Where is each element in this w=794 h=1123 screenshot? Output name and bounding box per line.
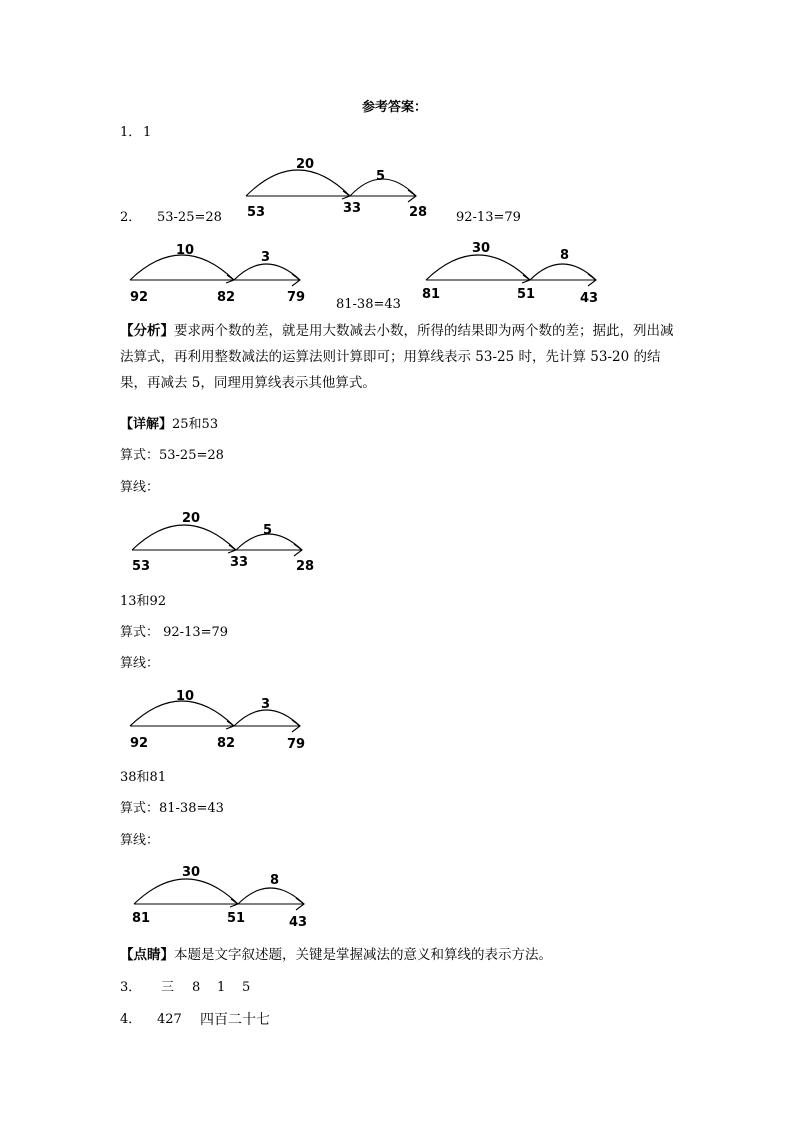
jump-label: 10 — [176, 689, 195, 704]
analysis-paragraph — [120, 318, 680, 396]
jump-label: 3 — [261, 697, 271, 712]
end-label: 43 — [580, 291, 599, 306]
q2-equation-1: 53-25=28 — [157, 210, 222, 225]
comment-line — [120, 947, 552, 963]
formula-1: 算式：53-25=28 — [120, 448, 224, 463]
q2-number: 2． — [120, 210, 142, 225]
q1-number: 1． — [120, 125, 142, 140]
detail-pair-3: 38和81 — [120, 770, 167, 785]
line-label-2: 算线： — [120, 656, 160, 671]
jump-label: 20 — [296, 157, 315, 172]
jump-arc-large — [130, 701, 234, 726]
detail-pair-2: 13和92 — [120, 594, 167, 609]
mid-label: 51 — [227, 911, 246, 926]
jump-label: 3 — [261, 250, 271, 265]
jump-label: 8 — [270, 873, 280, 888]
jump-label: 10 — [176, 243, 195, 258]
jump-arc-large — [246, 170, 350, 196]
q2-equation-3: 81-38=43 — [336, 297, 401, 312]
number-line-detail-2 — [124, 684, 324, 754]
jump-label: 5 — [263, 523, 273, 538]
jump-label: 30 — [472, 241, 491, 256]
end-label: 43 — [289, 915, 308, 930]
number-line-81-38 — [420, 238, 620, 308]
jump-arc-small — [234, 710, 300, 726]
q4-answer-1: 427 — [157, 1012, 182, 1027]
q4-number: 4． — [120, 1012, 142, 1027]
detail-pair-1: 25和53 — [172, 417, 219, 432]
number-line-92-13 — [124, 238, 324, 308]
mid-label: 33 — [343, 201, 362, 216]
jump-arc-large — [132, 525, 236, 550]
jump-label: 8 — [560, 248, 570, 263]
q3-answer-3: 1 — [217, 980, 226, 995]
mid-label: 82 — [217, 736, 236, 751]
jump-arc-small — [238, 888, 304, 904]
comment-tag: 【点睛】 — [120, 947, 174, 963]
number-line-detail-3 — [128, 862, 328, 932]
end-label: 28 — [409, 205, 428, 220]
mid-label: 33 — [230, 555, 249, 570]
end-label: 79 — [287, 737, 306, 752]
number-line-detail-1 — [126, 508, 326, 578]
jump-arc-large — [130, 255, 234, 280]
jump-arc-small — [530, 264, 596, 280]
jump-label: 20 — [182, 511, 201, 526]
q4-answer-2: 四百二十七 — [200, 1012, 270, 1028]
q2-equation-2: 92-13=79 — [456, 210, 521, 225]
analysis-text: 要求两个数的差，就是用大数减去小数，所得的结果即为两个数的差；据此，列出减法算式，再利用整数减法的运算法则计算即可；用算线表示 53-25 时，先计算 53-20 的结果，再减去 5，同理用算线表示其他算式。 — [120, 323, 674, 391]
q1-answer: 1 — [143, 125, 152, 140]
start-label: 53 — [132, 559, 151, 574]
mid-label: 51 — [517, 287, 536, 302]
q3-answer-1: 三 — [161, 980, 175, 995]
jump-label: 30 — [182, 865, 201, 880]
number-line-53-25 — [240, 152, 440, 222]
jump-label: 5 — [376, 169, 386, 184]
start-label: 81 — [132, 911, 151, 926]
q3-answer-4: 5 — [242, 980, 251, 995]
q3-answer-2: 8 — [192, 980, 201, 995]
start-label: 53 — [247, 205, 266, 220]
page-title: 参考答案： — [362, 100, 428, 115]
jump-arc-small — [234, 264, 300, 280]
jump-arc-large — [426, 255, 530, 280]
jump-arc-large — [134, 879, 238, 904]
line-label-1: 算线： — [120, 480, 160, 495]
line-label-3: 算线： — [120, 833, 160, 848]
q3-number: 3． — [120, 980, 142, 995]
start-label: 92 — [130, 736, 149, 751]
end-label: 79 — [287, 290, 306, 305]
detail-line — [120, 417, 218, 433]
detail-tag: 【详解】 — [120, 417, 173, 432]
analysis-tag: 【分析】 — [120, 323, 174, 339]
formula-2: 算式： 92-13=79 — [120, 625, 229, 640]
mid-label: 82 — [217, 290, 236, 305]
start-label: 92 — [130, 290, 149, 305]
comment-text: 本题是文字叙述题，关键是掌握减法的意义和算线的表示方法。 — [174, 947, 552, 963]
formula-3: 算式：81-38=43 — [120, 801, 224, 816]
start-label: 81 — [422, 287, 441, 302]
end-label: 28 — [296, 559, 315, 574]
